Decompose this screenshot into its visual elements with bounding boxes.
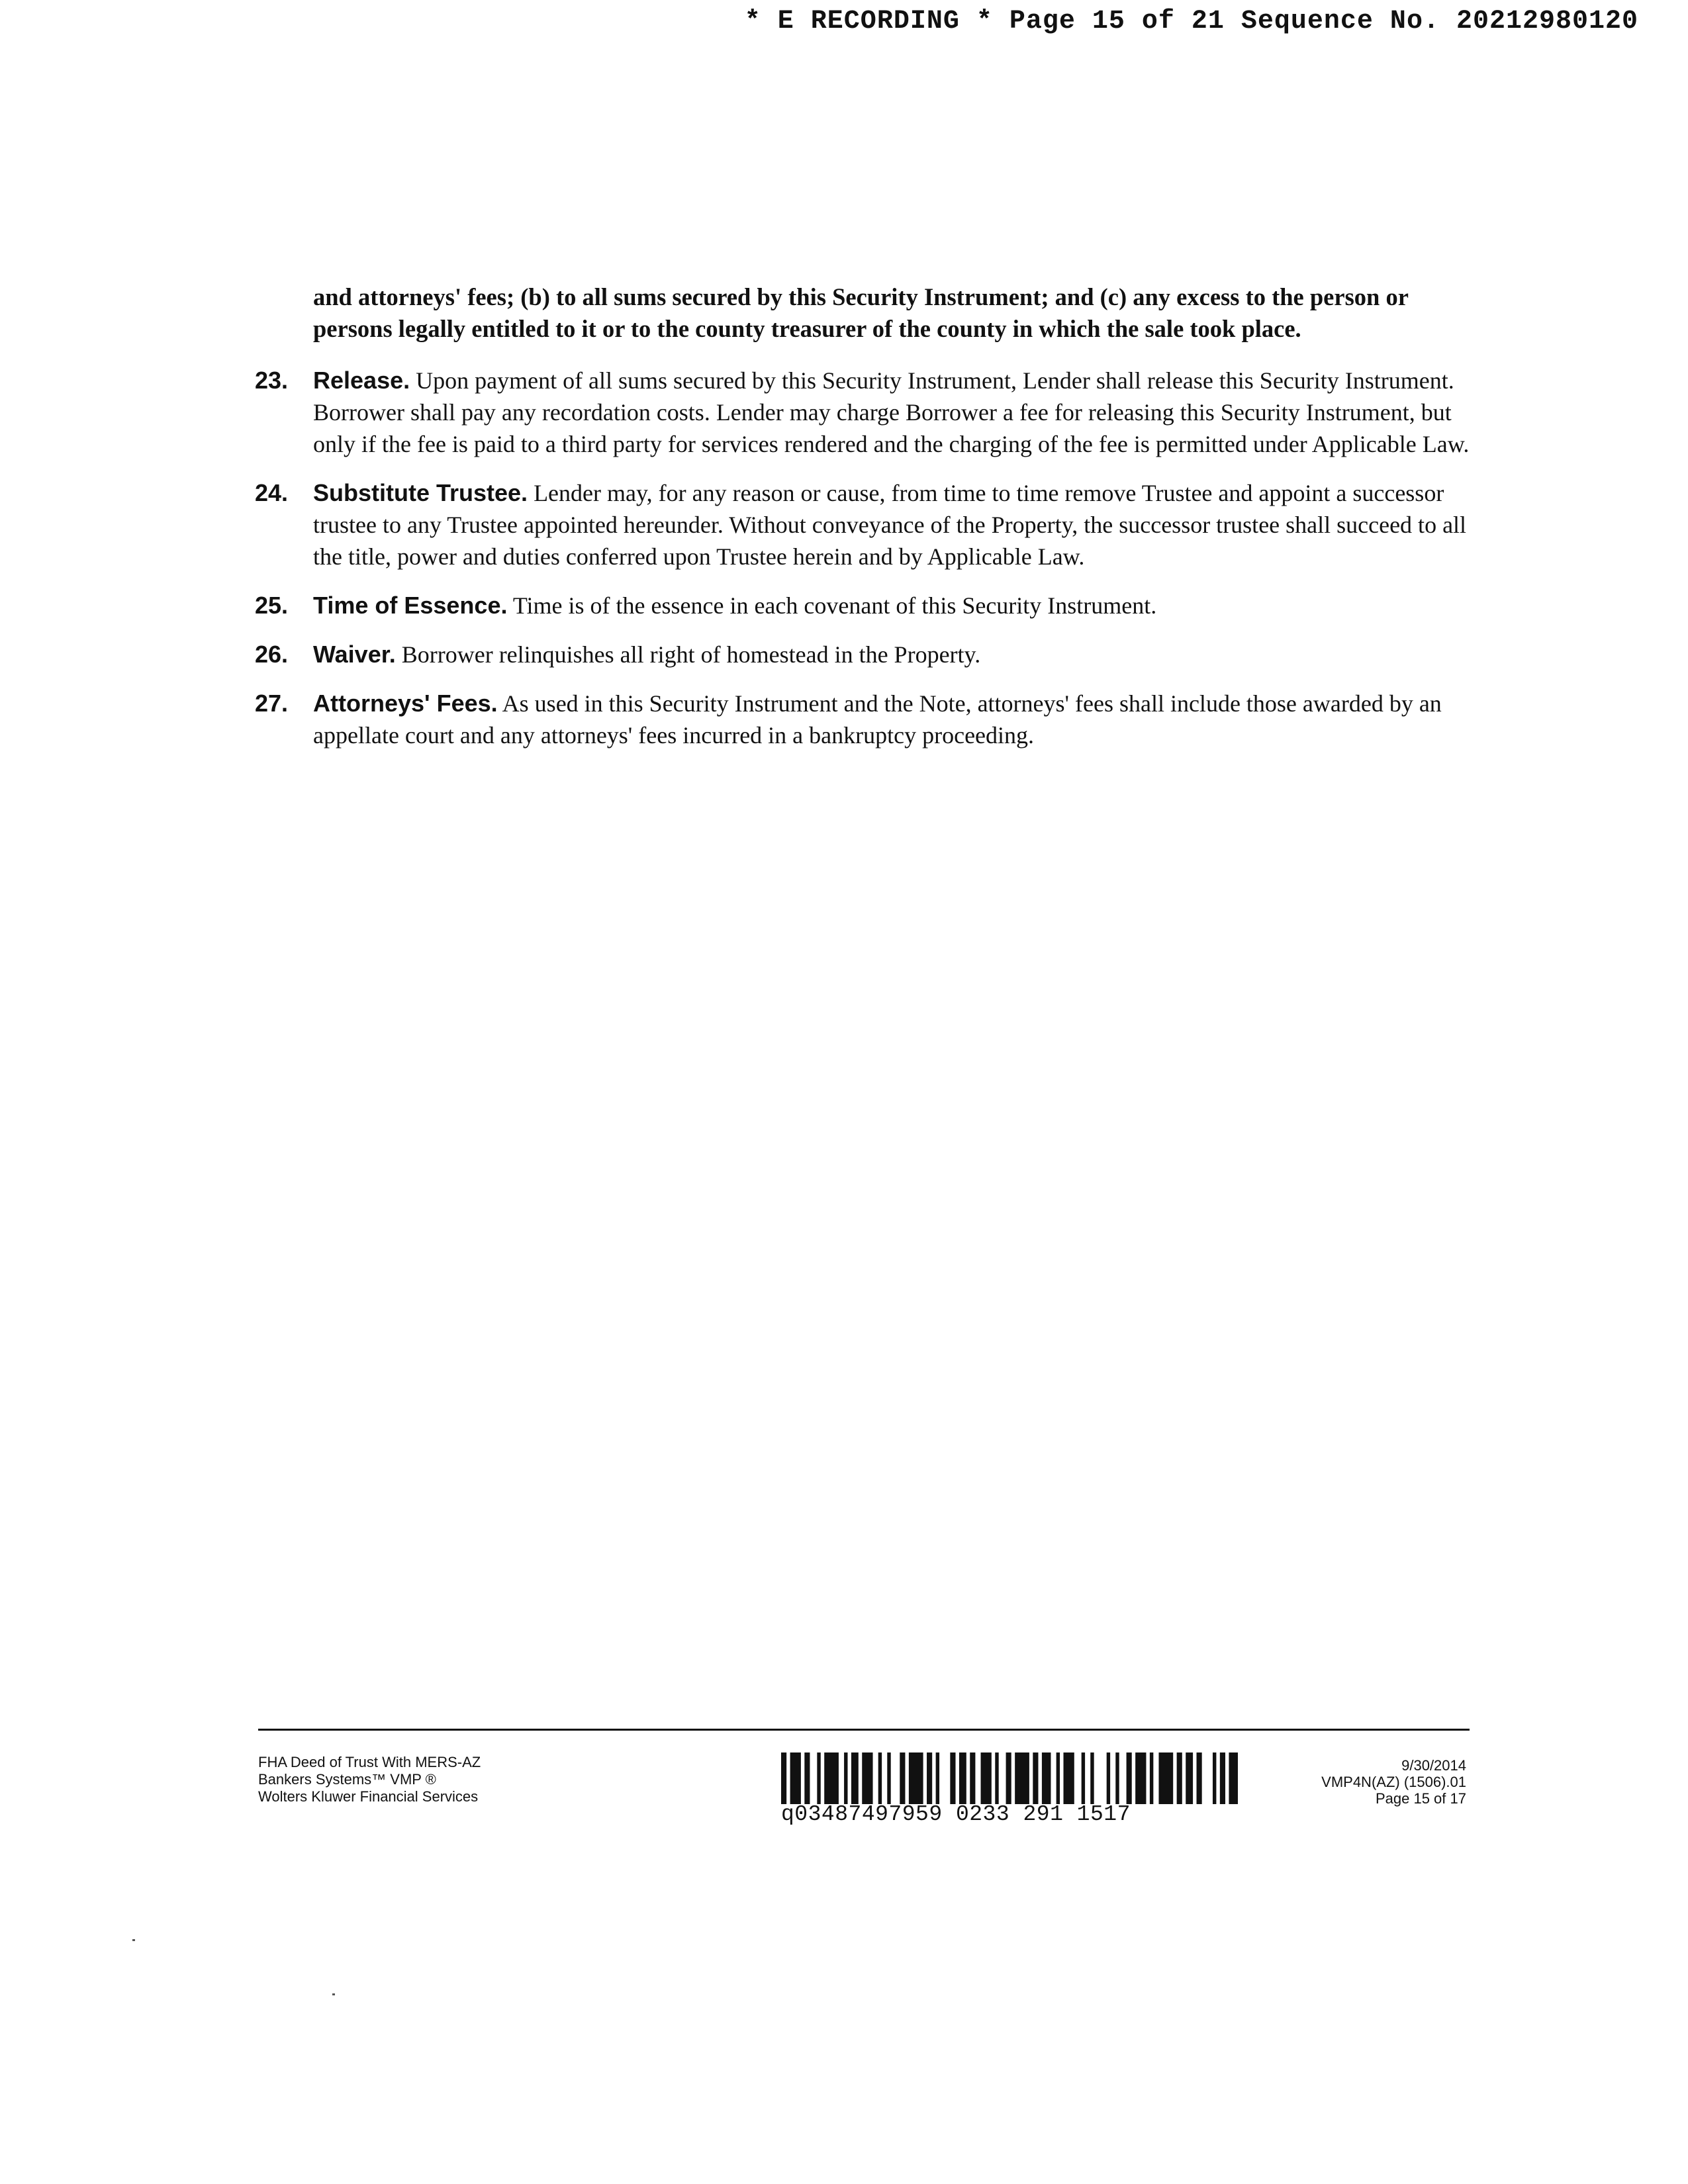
item-heading: Substitute Trustee. <box>313 479 528 506</box>
barcode-bar <box>1033 1752 1038 1804</box>
barcode-bar <box>1006 1752 1011 1804</box>
barcode-bar <box>936 1752 939 1804</box>
item-number: 23. <box>255 367 289 394</box>
list-item <box>255 688 1470 751</box>
item-heading: Attorneys' Fees. <box>313 690 498 717</box>
item-heading: Time of Essence. <box>313 592 508 619</box>
barcode-bar <box>1115 1752 1119 1804</box>
barcode-bar <box>970 1752 975 1804</box>
barcode-bar <box>817 1752 820 1804</box>
barcode-bar <box>1135 1752 1146 1804</box>
barcode-bar <box>887 1752 890 1804</box>
barcode-bar <box>844 1752 847 1804</box>
intro-paragraph: and attorneys' fees; (b) to all sums secured by this Security Instrument; and (c) any excess to the person or persons legally entitled to it or to the county treasurer of the county in which the sale took place. <box>313 283 1409 342</box>
barcode-bar <box>1213 1752 1216 1804</box>
barcode-bar <box>927 1752 932 1804</box>
item-text: As used in this Security Instrument and the Note, attorneys' fees shall include those awarded by an appellate court and any attorneys' fees incurred in a bankruptcy proceeding. <box>313 690 1442 749</box>
list-item <box>255 590 1470 621</box>
item-body <box>313 639 1470 670</box>
item-number: 26. <box>255 641 289 668</box>
barcode-bar <box>909 1752 923 1804</box>
barcode-bar <box>1158 1752 1173 1804</box>
barcode-bar <box>1056 1752 1060 1804</box>
barcode-bar <box>1197 1752 1202 1804</box>
list-item <box>255 639 1470 670</box>
item-text: Time is of the essence in each covenant of this Security Instrument. <box>512 592 1157 619</box>
item-body <box>313 590 1470 621</box>
barcode-number: q03487497959 0233 291 1517 <box>781 1802 1131 1827</box>
footer-form-details <box>1321 1757 1466 1807</box>
footer-divider <box>258 1729 1470 1731</box>
barcode-bar <box>1229 1752 1238 1804</box>
barcode-bar <box>781 1752 786 1804</box>
recording-header: * E RECORDING * Page 15 of 21 Sequence No. 20212980120 <box>744 7 1638 36</box>
item-text: Borrower relinquishes all right of homestead in the Property. <box>401 641 981 668</box>
footer-company: Wolters Kluwer Financial Services <box>258 1788 479 1805</box>
footer-form-title: FHA Deed of Trust With MERS-AZ <box>258 1754 481 1770</box>
list-item <box>255 365 1470 460</box>
barcode-bar <box>1186 1752 1193 1804</box>
barcode-bar <box>1220 1752 1225 1804</box>
barcode-bar <box>900 1752 905 1804</box>
item-number: 27. <box>255 690 289 717</box>
barcode-bar <box>981 1752 992 1804</box>
footer-page-number: Page 15 of 17 <box>1375 1790 1466 1807</box>
barcode-bar <box>1150 1752 1153 1804</box>
barcode-bar <box>851 1752 859 1804</box>
item-number: 24. <box>255 479 289 506</box>
footer-form-info <box>258 1754 481 1805</box>
barcode-bar <box>1177 1752 1182 1804</box>
barcode-bar <box>1015 1752 1029 1804</box>
footer-publisher: Bankers Systems™ VMP ® <box>258 1771 436 1788</box>
footer-date: 9/30/2014 <box>1401 1757 1466 1774</box>
barcode-bar <box>862 1752 872 1804</box>
footer-form-number: VMP4N(AZ) (1506).01 <box>1321 1774 1466 1790</box>
item-number: 25. <box>255 592 289 619</box>
barcode-bar <box>1082 1752 1085 1804</box>
barcode-bar <box>1042 1752 1051 1804</box>
barcode-bar <box>824 1752 839 1804</box>
item-heading: Release. <box>313 367 410 394</box>
barcode-bar <box>995 1752 998 1804</box>
barcode-image <box>781 1752 1238 1804</box>
item-text: Lender may, for any reason or cause, from time to time remove Trustee and appoint a successor trustee to any Trustee appointed hereunder. Without conveyance of the Property, the successor trustee shall succeed to all the title, power and duties conferred upon Trustee herein and by Applicable Law. <box>313 480 1467 570</box>
list-item <box>255 477 1470 572</box>
barcode-bar <box>1063 1752 1074 1804</box>
barcode-bar <box>959 1752 966 1804</box>
item-text: Upon payment of all sums secured by this Security Instrument, Lender shall release this Security Instrument. Borrower shall pay any recordation costs. Lender may charge Borrower a fee for releasing this Security Instrument, but only if the fee is paid to a third party for services rendered and the charging of the fee is permitted under Applicable Law. <box>313 367 1470 457</box>
barcode-bar <box>1127 1752 1132 1804</box>
barcode-bar <box>790 1752 801 1804</box>
item-body <box>313 477 1470 572</box>
document-body <box>255 281 1470 768</box>
barcode-bar <box>1090 1752 1094 1804</box>
scan-speck <box>332 1993 335 1995</box>
item-body <box>313 365 1470 460</box>
barcode-bar <box>1107 1752 1110 1804</box>
item-body <box>313 688 1470 751</box>
barcode-bar <box>804 1752 810 1804</box>
barcode-bar <box>950 1752 955 1804</box>
item-heading: Waiver. <box>313 641 396 668</box>
scan-speck <box>132 1939 135 1941</box>
barcode-bar <box>878 1752 882 1804</box>
